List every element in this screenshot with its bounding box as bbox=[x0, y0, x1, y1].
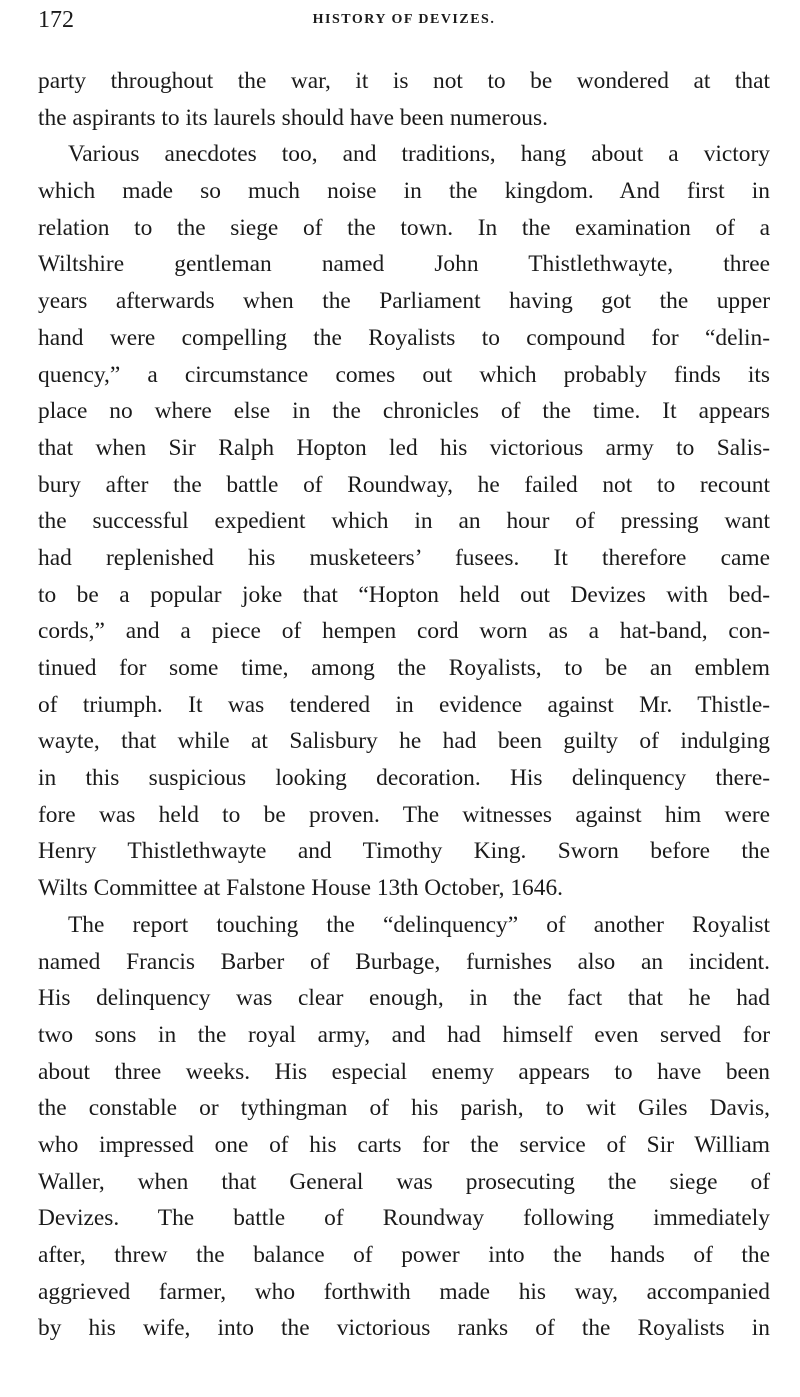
text-line: party throughout the war, it is not to be wondered at that bbox=[38, 68, 770, 94]
text-line: Devizes. The battle of Roundway following immediately bbox=[38, 1205, 770, 1232]
text-line: the aspirants to its laurels should have been numerous. bbox=[38, 104, 548, 131]
text-line: after, threw the balance of power into the hands of the bbox=[38, 1242, 770, 1268]
text-line: place no where else in the chronicles of the time. It appears bbox=[38, 398, 770, 425]
text-line: had replenished his musketeers’ fusees. It therefore came bbox=[38, 544, 770, 571]
text-line: Henry Thistlethwayte and Timothy King. Sworn before the bbox=[38, 838, 770, 865]
text-line: that when Sir Ralph Hopton led his victorious army to Salis- bbox=[38, 434, 770, 461]
text-line: of triumph. It was tendered in evidence against Mr. Thistle- bbox=[38, 691, 770, 718]
book-page bbox=[38, 0, 770, 1342]
text-line: by his wife, into the victorious ranks of the Royalists in bbox=[38, 1315, 770, 1342]
text-line: who impressed one of his carts for the service of Sir William bbox=[38, 1131, 770, 1158]
page-number: 172 bbox=[38, 7, 74, 33]
text-line: The report touching the “delinquency” of another Royalist bbox=[68, 911, 770, 938]
text-line: in this suspicious looking decoration. His delinquency there- bbox=[38, 765, 770, 792]
text-line: which made so much noise in the kingdom. And first in bbox=[38, 178, 770, 205]
text-line: the constable or tythingman of his parish, to wit Giles Davis, bbox=[38, 1095, 770, 1122]
text-line: hand were compelling the Royalists to compound for “delin- bbox=[38, 324, 770, 351]
text-line: Wiltshire gentleman named John Thistlethwayte, three bbox=[38, 251, 770, 278]
text-line: wayte, that while at Salisbury he had been guilty of indulging bbox=[38, 728, 770, 755]
text-line: Wilts Committee at Falstone House 13th October, 1646. bbox=[38, 875, 563, 902]
text-line: cords,” and a piece of hempen cord worn as a hat-band, con- bbox=[38, 618, 770, 645]
text-line: Various anecdotes too, and traditions, hang about a victory bbox=[68, 141, 770, 168]
text-line: His delinquency was clear enough, in the fact that he had bbox=[38, 985, 770, 1012]
text-line: to be a popular joke that “Hopton held out Devizes with bed- bbox=[38, 581, 770, 608]
running-title: HISTORY OF DEVIZES. bbox=[312, 12, 496, 27]
text-line: fore was held to be proven. The witnesses against him were bbox=[38, 801, 770, 828]
text-line: Waller, when that General was prosecuting the siege of bbox=[38, 1168, 770, 1195]
text-line: about three weeks. His especial enemy appears to have been bbox=[38, 1058, 770, 1085]
text-line: aggrieved farmer, who forthwith made his way, accompanied bbox=[38, 1278, 770, 1305]
text-line: bury after the battle of Roundway, he failed not to recount bbox=[38, 471, 770, 498]
text-line: tinued for some time, among the Royalists, to be an emblem bbox=[38, 655, 770, 681]
text-line: quency,” a circumstance comes out which probably finds its bbox=[38, 361, 770, 388]
text-line: the successful expedient which in an hour of pressing want bbox=[38, 508, 770, 535]
body-text bbox=[38, 63, 770, 1347]
running-head bbox=[38, 0, 770, 40]
text-line: named Francis Barber of Burbage, furnishes also an incident. bbox=[38, 948, 770, 975]
text-line: relation to the siege of the town. In the examination of a bbox=[38, 214, 770, 241]
text-line: years afterwards when the Parliament having got the upper bbox=[38, 288, 770, 315]
text-line: two sons in the royal army, and had himself even served for bbox=[38, 1021, 770, 1048]
